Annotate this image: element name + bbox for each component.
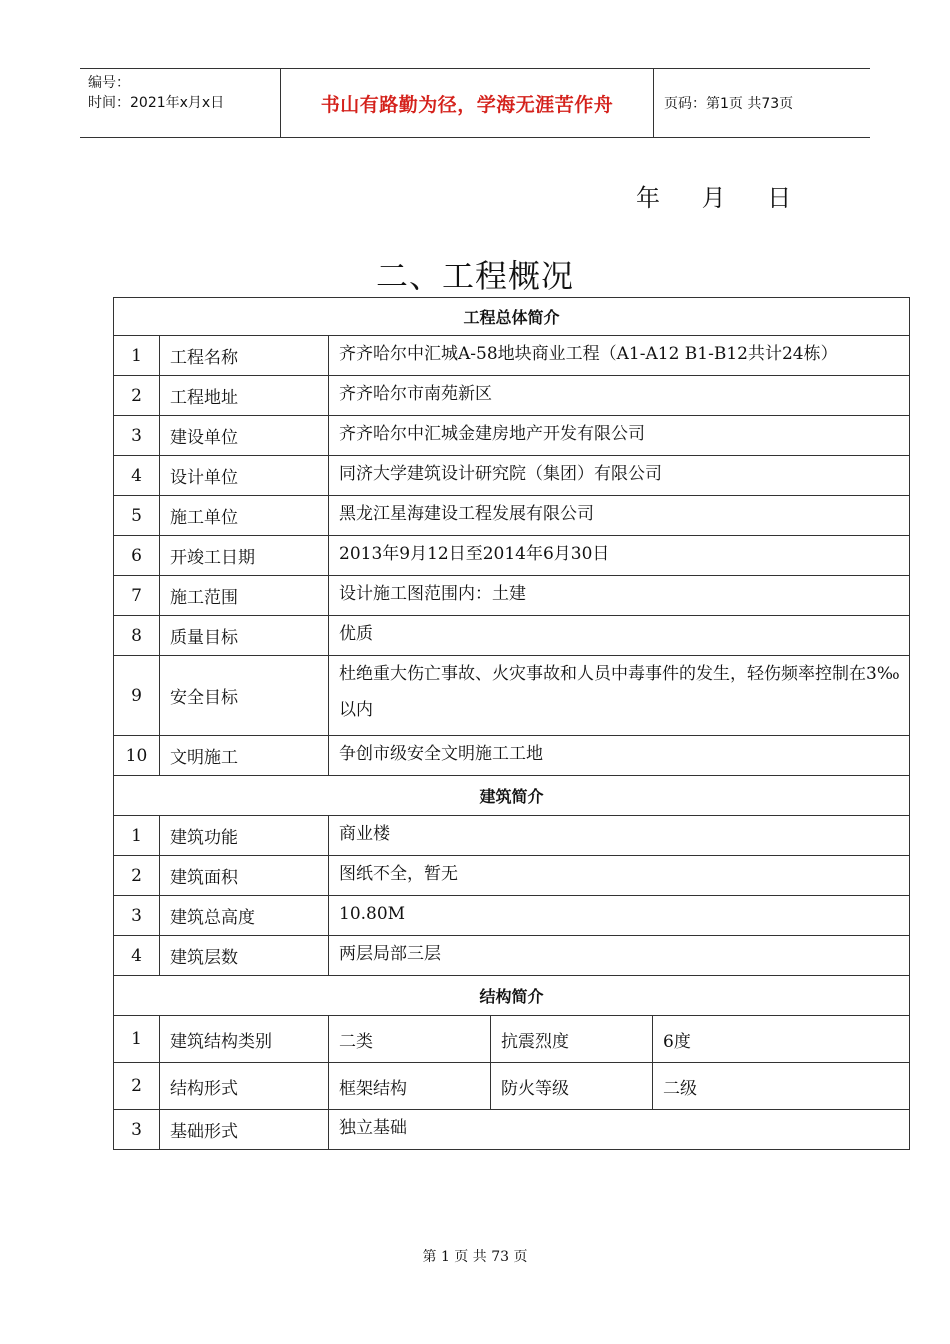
row-number: 4 xyxy=(114,936,160,976)
row-label: 安全目标 xyxy=(160,656,329,736)
date-month: 月 xyxy=(701,184,726,212)
table-row xyxy=(114,616,910,656)
section-heading: 结构简介 xyxy=(114,976,910,1016)
row-number: 10 xyxy=(114,736,160,776)
row-value: 同济大学建筑设计研究院（集团）有限公司 xyxy=(329,456,910,496)
row-number: 2 xyxy=(114,856,160,896)
row-label-2: 防火等级 xyxy=(491,1063,653,1110)
table-row xyxy=(114,376,910,416)
row-value-2: 6度 xyxy=(653,1016,910,1063)
table-row xyxy=(114,896,910,936)
table-row xyxy=(114,816,910,856)
page-footer: 第 1 页 共 73 页 xyxy=(422,1249,528,1265)
row-label: 开竣工日期 xyxy=(160,536,329,576)
row-label: 施工单位 xyxy=(160,496,329,536)
header-meta xyxy=(80,69,281,137)
header-motto: 书山有路勤为径，学海无涯苦作舟 xyxy=(320,93,614,116)
table-row xyxy=(114,656,910,736)
row-number: 5 xyxy=(114,496,160,536)
row-number: 1 xyxy=(114,336,160,376)
header-page-info: 页码：第1页 共73页 xyxy=(664,96,794,112)
row-label: 建筑总高度 xyxy=(160,896,329,936)
row-label: 建筑功能 xyxy=(160,816,329,856)
row-label: 基础形式 xyxy=(160,1110,329,1150)
section-heading: 建筑简介 xyxy=(114,776,910,816)
row-value: 黑龙江星海建设工程发展有限公司 xyxy=(329,496,910,536)
table-row xyxy=(114,496,910,536)
table-row xyxy=(114,1110,910,1150)
header-number: 编号： xyxy=(88,75,130,91)
document-title: 二、工程概况 xyxy=(375,257,574,295)
row-label: 文明施工 xyxy=(160,736,329,776)
date-line xyxy=(636,178,825,213)
row-value: 独立基础 xyxy=(329,1110,910,1150)
table-row xyxy=(114,736,910,776)
row-number: 8 xyxy=(114,616,160,656)
row-value: 框架结构 xyxy=(329,1063,491,1110)
table-row xyxy=(114,576,910,616)
row-label: 施工范围 xyxy=(160,576,329,616)
table-row xyxy=(114,456,910,496)
row-value: 两层局部三层 xyxy=(329,936,910,976)
section-heading: 工程总体简介 xyxy=(114,298,910,336)
row-number: 1 xyxy=(114,1016,160,1063)
table-row xyxy=(114,936,910,976)
row-label: 设计单位 xyxy=(160,456,329,496)
row-value: 齐齐哈尔中汇城金建房地产开发有限公司 xyxy=(329,416,910,456)
row-label: 建筑结构类别 xyxy=(160,1016,329,1063)
header-motto-cell xyxy=(281,69,654,137)
row-number: 2 xyxy=(114,376,160,416)
row-number: 2 xyxy=(114,1063,160,1110)
row-label: 工程地址 xyxy=(160,376,329,416)
table-row xyxy=(114,1016,910,1063)
row-label: 建设单位 xyxy=(160,416,329,456)
header-page-cell xyxy=(654,69,870,137)
row-value: 图纸不全，暂无 xyxy=(329,856,910,896)
row-value-2: 二级 xyxy=(653,1063,910,1110)
row-label: 质量目标 xyxy=(160,616,329,656)
section-header-row xyxy=(114,776,910,816)
row-label: 建筑层数 xyxy=(160,936,329,976)
row-value: 二类 xyxy=(329,1016,491,1063)
row-number: 3 xyxy=(114,1110,160,1150)
header-time: 时间：2021年x月x日 xyxy=(88,95,225,111)
row-number: 3 xyxy=(114,896,160,936)
row-value: 杜绝重大伤亡事故、火灾事故和人员中毒事件的发生，轻伤频率控制在3‰以内 xyxy=(329,656,910,736)
row-value: 10.80M xyxy=(329,896,910,936)
row-value: 争创市级安全文明施工工地 xyxy=(329,736,910,776)
row-value: 齐齐哈尔中汇城A-58地块商业工程（A1-A12 B1-B12共计24栋） xyxy=(329,336,910,376)
row-number: 3 xyxy=(114,416,160,456)
row-number: 4 xyxy=(114,456,160,496)
section-header-row xyxy=(114,298,910,336)
row-number: 6 xyxy=(114,536,160,576)
table-row xyxy=(114,856,910,896)
row-value: 2013年9月12日至2014年6月30日 xyxy=(329,536,910,576)
table-row xyxy=(114,1063,910,1110)
row-number: 1 xyxy=(114,816,160,856)
project-overview-table xyxy=(113,297,910,1150)
row-label: 工程名称 xyxy=(160,336,329,376)
date-day: 日 xyxy=(767,184,792,212)
section-header-row xyxy=(114,976,910,1016)
row-value: 优质 xyxy=(329,616,910,656)
table-row xyxy=(114,416,910,456)
row-label: 结构形式 xyxy=(160,1063,329,1110)
row-label-2: 抗震烈度 xyxy=(491,1016,653,1063)
row-value: 齐齐哈尔市南苑新区 xyxy=(329,376,910,416)
row-number: 7 xyxy=(114,576,160,616)
row-value: 设计施工图范围内：土建 xyxy=(329,576,910,616)
page-header xyxy=(80,68,870,138)
row-label: 建筑面积 xyxy=(160,856,329,896)
table-row xyxy=(114,336,910,376)
date-year: 年 xyxy=(636,184,660,212)
row-number: 9 xyxy=(114,656,160,736)
row-value: 商业楼 xyxy=(329,816,910,856)
table-row xyxy=(114,536,910,576)
